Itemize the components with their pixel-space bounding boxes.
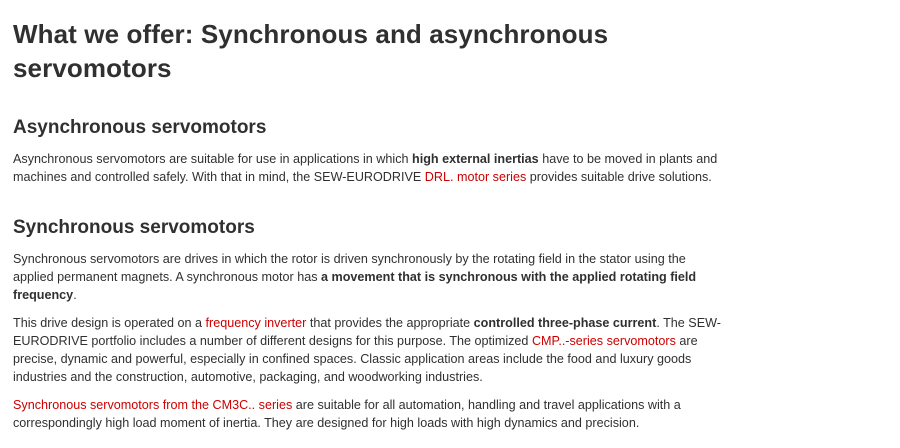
main-content <box>13 0 723 432</box>
synchronous-paragraph-1 <box>13 250 723 304</box>
text-segment: provides suitable drive solutions. <box>526 170 712 184</box>
synchronous-paragraph-2 <box>13 314 723 386</box>
bold-text: controlled three-phase current <box>473 316 657 330</box>
cmp-series-servomotors-link[interactable]: CMP..-series servomotors <box>531 334 676 348</box>
bold-text: a movement that is synchronous with the applied rotating field frequency <box>13 270 697 302</box>
synchronous-heading: Synchronous servomotors <box>13 217 255 238</box>
page-title: What we offer: Synchronous and asynchronous servomotors <box>13 19 609 83</box>
text-segment: . <box>73 288 77 302</box>
text-segment: that provides the appropriate <box>306 316 474 330</box>
text-segment: Synchronous servomotors are drives in which the rotor is driven synchronously by the rotating field in the stator using the applied permanent magnets. A synchronous motor has <box>13 252 686 284</box>
text-segment: This drive design is operated on a <box>13 316 206 330</box>
asynchronous-heading: Asynchronous servomotors <box>13 117 267 138</box>
text-segment: . The SEW-EURODRIVE portfolio includes a number of different designs for this purpose. The optimized <box>13 316 721 348</box>
asynchronous-paragraph <box>13 150 723 186</box>
frequency-inverter-link[interactable]: frequency inverter <box>205 316 307 330</box>
drl-motor-series-link[interactable]: DRL. motor series <box>424 170 527 184</box>
text-segment: have to be moved in plants and machines and controlled safely. With that in mind, the SEW-EURODRIVE <box>13 152 718 184</box>
text-segment: Asynchronous servomotors are suitable for use in applications in which <box>13 152 413 166</box>
synchronous-paragraph-3 <box>13 396 723 432</box>
cm3c-series-link[interactable]: Synchronous servomotors from the CM3C.. series <box>13 398 293 412</box>
text-segment: are suitable for all automation, handling and travel applications with a correspondingly high load moment of inertia. They are designed for high loads with high dynamics and precision. <box>13 398 681 430</box>
bold-text: high external inertias <box>412 152 539 166</box>
text-segment: are precise, dynamic and powerful, especially in confined spaces. Classic application areas include the food and luxury goods industries and the construction, automotive, packaging, and woodworking industries. <box>13 334 698 384</box>
